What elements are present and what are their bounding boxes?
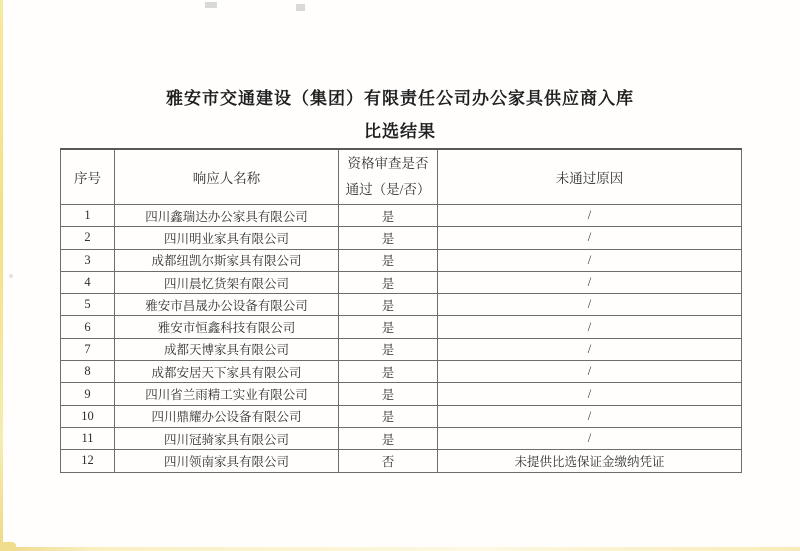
header-qualification — [339, 149, 438, 205]
row-name-cell: 四川明业家具有限公司 — [115, 227, 339, 249]
row-pass-cell: 是 — [339, 249, 438, 271]
row-seq-cell: 8 — [61, 361, 115, 383]
row-name-cell: 成都安居天下家具有限公司 — [115, 361, 339, 383]
table-header-row — [61, 149, 742, 205]
row-pass-cell: 是 — [339, 383, 438, 405]
table-row — [61, 294, 742, 316]
row-pass-cell: 是 — [339, 227, 438, 249]
document-title-line2: 比选结果 — [364, 122, 436, 141]
scan-edge-bottom — [0, 547, 800, 551]
row-seq-cell: 10 — [61, 405, 115, 427]
table-row — [61, 361, 742, 383]
result-table — [60, 148, 742, 473]
header-reason: 未通过原因 — [438, 149, 742, 205]
table-header — [61, 149, 742, 205]
scan-corner-bottom-left — [0, 542, 16, 551]
header-seq: 序号 — [61, 149, 115, 205]
table-row — [61, 450, 742, 472]
row-seq-cell: 4 — [61, 271, 115, 293]
row-reason-cell: / — [438, 383, 742, 405]
row-reason-cell: / — [438, 249, 742, 271]
row-pass-cell: 是 — [339, 271, 438, 293]
row-reason-cell: / — [438, 316, 742, 338]
row-pass-cell: 是 — [339, 361, 438, 383]
row-seq-cell: 2 — [61, 227, 115, 249]
table-row — [61, 316, 742, 338]
row-name-cell: 四川领南家具有限公司 — [115, 450, 339, 472]
row-pass-cell: 是 — [339, 205, 438, 227]
header-qualification-line2: 通过（是/否） — [345, 182, 431, 197]
row-seq-cell: 5 — [61, 294, 115, 316]
row-name-cell: 四川晨忆货架有限公司 — [115, 271, 339, 293]
row-name-cell: 四川省兰雨精工实业有限公司 — [115, 383, 339, 405]
header-name: 响应人名称 — [115, 149, 339, 205]
row-pass-cell: 是 — [339, 294, 438, 316]
row-name-cell: 四川鑫瑞达办公家具有限公司 — [115, 205, 339, 227]
row-seq-cell: 12 — [61, 450, 115, 472]
scan-speck — [9, 274, 13, 278]
row-seq-cell: 1 — [61, 205, 115, 227]
row-seq-cell: 9 — [61, 383, 115, 405]
row-name-cell: 四川冠骑家具有限公司 — [115, 427, 339, 449]
table-row — [61, 205, 742, 227]
row-pass-cell: 是 — [339, 338, 438, 360]
row-reason-cell: / — [438, 338, 742, 360]
table-row — [61, 271, 742, 293]
row-reason-cell: / — [438, 227, 742, 249]
document-title — [0, 82, 800, 148]
row-pass-cell: 是 — [339, 316, 438, 338]
row-reason-cell: / — [438, 205, 742, 227]
table-row — [61, 405, 742, 427]
table-row — [61, 383, 742, 405]
row-seq-cell: 7 — [61, 338, 115, 360]
row-reason-cell: / — [438, 271, 742, 293]
table-row — [61, 338, 742, 360]
row-reason-cell: / — [438, 427, 742, 449]
row-pass-cell: 否 — [339, 450, 438, 472]
scan-speck — [296, 4, 305, 11]
row-reason-cell: / — [438, 361, 742, 383]
row-seq-cell: 3 — [61, 249, 115, 271]
row-reason-cell: / — [438, 405, 742, 427]
table-row — [61, 249, 742, 271]
table-body — [61, 205, 742, 473]
row-pass-cell: 是 — [339, 427, 438, 449]
row-name-cell: 雅安市恒鑫科技有限公司 — [115, 316, 339, 338]
scan-speck — [205, 2, 217, 8]
table-row — [61, 427, 742, 449]
document-title-line1: 雅安市交通建设（集团）有限责任公司办公家具供应商入库 — [166, 89, 634, 108]
row-pass-cell: 是 — [339, 405, 438, 427]
row-seq-cell: 6 — [61, 316, 115, 338]
row-reason-cell: / — [438, 294, 742, 316]
row-name-cell: 成都纽凯尔斯家具有限公司 — [115, 249, 339, 271]
row-name-cell: 四川鼎耀办公设备有限公司 — [115, 405, 339, 427]
row-name-cell: 雅安市昌晟办公设备有限公司 — [115, 294, 339, 316]
row-seq-cell: 11 — [61, 427, 115, 449]
header-qualification-line1: 资格审查是否 — [347, 156, 429, 171]
table-row — [61, 227, 742, 249]
row-name-cell: 成都天博家具有限公司 — [115, 338, 339, 360]
row-reason-cell: 未提供比选保证金缴纳凭证 — [438, 450, 742, 472]
